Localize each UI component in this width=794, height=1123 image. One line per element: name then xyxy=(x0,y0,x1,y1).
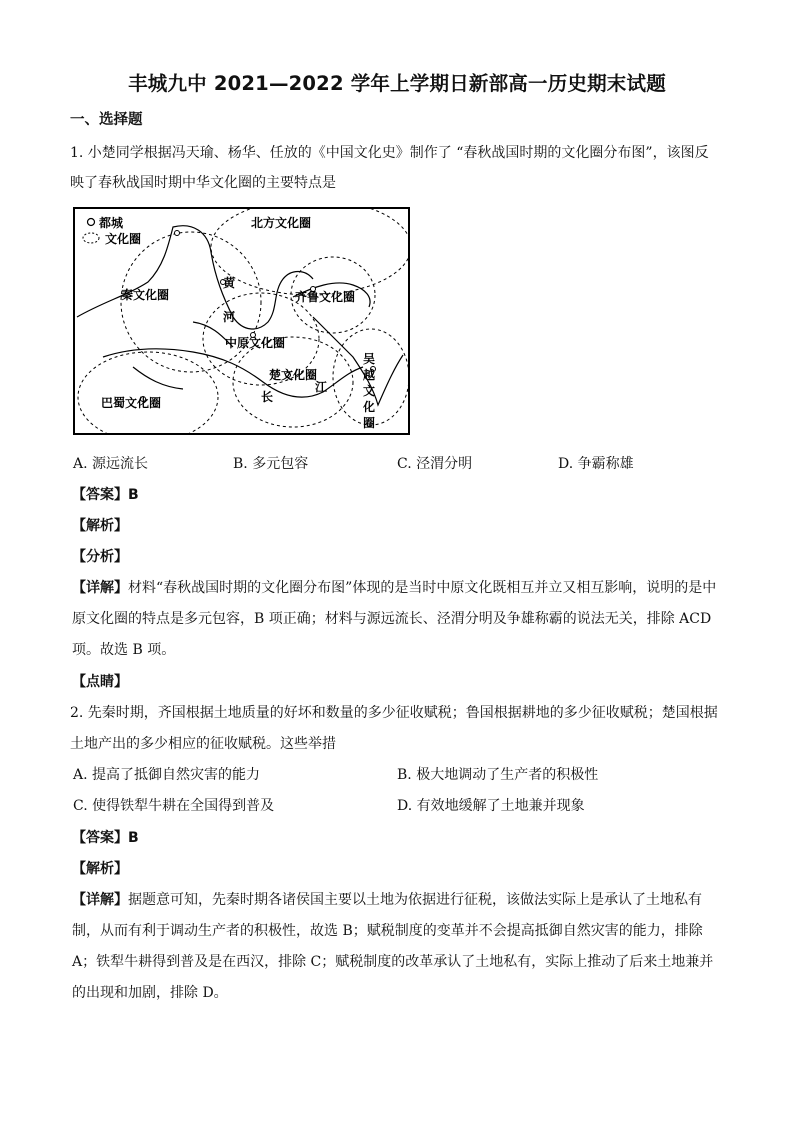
label-quan: 圈 xyxy=(363,416,376,430)
q1-fenxi: 【分析】 xyxy=(72,549,128,565)
q2-detail-line-4: 的出现和加剧，排除 D。 xyxy=(72,985,228,1001)
q2-option-d: D. 有效地缓解了土地兼并现象 xyxy=(397,798,585,814)
q1-detail-line-1 xyxy=(72,577,716,597)
label-north: 北方文化圈 xyxy=(251,216,312,230)
label-chu: 楚文化圈 xyxy=(269,368,318,382)
page-title: 丰城九中 2021—2022 学年上学期日新部高一历史期末试题 xyxy=(128,72,666,95)
q2-detail-line-3: A；铁犁牛耕得到普及是在西汉，排除 C；赋税制度的改革承认了土地私有，实际上推动了后来土地兼并 xyxy=(72,954,714,970)
label-jiang: 江 xyxy=(315,380,328,394)
q1-detail-text-1: 材料“春秋战国时期的文化圈分布图”体现的是当时中原文化既相互并立又相互影响，说明的是中 xyxy=(128,580,717,596)
label-yue: 越 xyxy=(363,368,376,382)
capital-icon xyxy=(88,219,95,226)
q2-detail-line-1 xyxy=(72,889,702,909)
q1-answer: 【答案】B xyxy=(72,487,139,503)
label-zhongyuan: 中原文化圈 xyxy=(225,336,286,350)
label-he: 河 xyxy=(223,310,236,324)
label-hua: 化 xyxy=(363,400,376,414)
q1-stem-line-2: 映了春秋战国时期中华文化圈的主要特点是 xyxy=(70,175,336,191)
q1-jiexi: 【解析】 xyxy=(72,518,128,534)
label-wen: 文 xyxy=(363,384,376,398)
q2-detail-label: 【详解】 xyxy=(72,892,128,908)
q1-option-d: D. 争霸称雄 xyxy=(558,456,634,472)
q2-option-b: B. 极大地调动了生产者的积极性 xyxy=(397,767,599,783)
label-chang: 长 xyxy=(261,390,274,404)
q1-detail-label: 【详解】 xyxy=(72,580,128,596)
q1-option-c: C. 泾渭分明 xyxy=(397,456,473,472)
label-qilu: 齐鲁文化圈 xyxy=(295,290,356,304)
q2-answer: 【答案】B xyxy=(72,830,139,846)
label-huang: 黄 xyxy=(223,276,236,290)
legend-capital: 都城 xyxy=(99,216,124,230)
q1-detail-line-2: 原文化圈的特点是多元包容，B 项正确；材料与源远流长、泾渭分明及争雄称霸的说法无关，排除 ACD xyxy=(72,611,712,627)
q2-stem-line-2: 土地产出的多少相应的征收赋税。这些举措 xyxy=(70,736,336,752)
q2-option-c: C. 使得铁犁牛耕在全国得到普及 xyxy=(73,798,275,814)
culture-circle-map xyxy=(73,207,410,435)
section-heading: 一、选择题 xyxy=(70,112,143,128)
q2-detail-text-1: 据题意可知，先秦时期各诸侯国主要以土地为依据进行征税，该做法实际上是承认了土地私有 xyxy=(128,892,702,908)
label-wu: 吴 xyxy=(363,352,376,366)
q1-option-a: A. 源远流长 xyxy=(73,456,149,472)
q1-detail-line-3: 项。故选 B 项。 xyxy=(72,642,176,658)
q2-stem-line-1: 2. 先秦时期，齐国根据土地质量的好坏和数量的多少征收赋税；鲁国根据耕地的多少征收赋税；楚国根据 xyxy=(70,705,718,721)
q2-detail-line-2: 制，从而有利于调动生产者的积极性，故选 B；赋税制度的变革并不会提高抵御自然灾害的能力，排除 xyxy=(72,923,703,939)
q2-jiexi: 【解析】 xyxy=(72,861,128,877)
q1-dianjing: 【点睛】 xyxy=(72,674,128,690)
q1-stem-line-1: 1. 小楚同学根据冯天瑜、杨华、任放的《中国文化史》制作了 “春秋战国时期的文化圈分布图”，该图反 xyxy=(70,145,709,161)
label-qin: 秦文化圈 xyxy=(121,288,170,302)
legend-circle: 文化圈 xyxy=(105,232,142,246)
q1-option-b: B. 多元包容 xyxy=(233,456,309,472)
q2-option-a: A. 提高了抵御自然灾害的能力 xyxy=(73,767,261,783)
label-bashu: 巴蜀文化圈 xyxy=(101,396,162,410)
